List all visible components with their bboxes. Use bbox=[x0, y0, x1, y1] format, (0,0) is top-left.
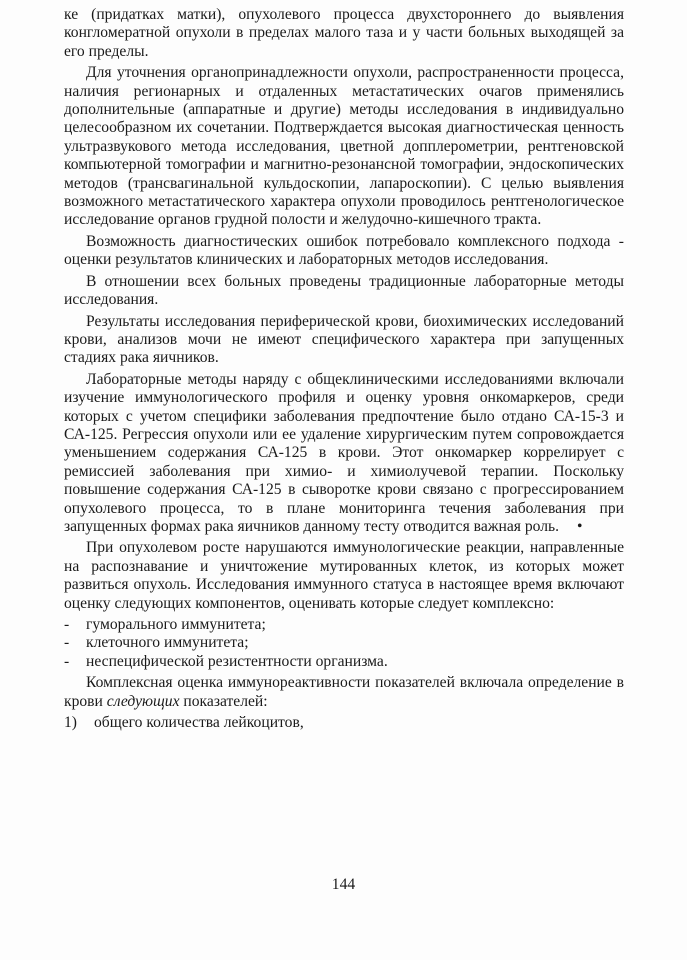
paragraph-1: ке (придатках матки), опухолевого процесса двухстороннего до выявления конгломератной опухоли в пределах малого таза и у части больных выходящей за его пределы. bbox=[64, 6, 624, 60]
list-item bbox=[64, 634, 624, 652]
paragraph-3: Возможность диагностических ошибок потребовало комплексного подхода - оценки результатов клинических и лабораторных методов исследования. bbox=[64, 232, 624, 269]
paragraph-8-after: показателей: bbox=[179, 692, 268, 710]
paragraph-6-text: Лабораторные методы наряду с общеклиническими исследованиями включали изучение иммунологического профиля и оценку уровня онкомаркеров, среди которых с учетом специфики заболевания предпочтение было отдано СА-15-3 и СА-125. Регрессия опухоли или ее удаление хирургическим путем сопровождается уменьшением содержания СА-125 в крови. Этот онкомаркер коррелирует с ремиссией заболевания при химио- и химиолучевой терапии. Поскольку повышение содержания СА-125 в сыворотке крови связано с прогрессированием опухолевого процесса, то в плане мониторинга течения заболевания при запущенных формах рака яичников данному тесту отводится важная роль. bbox=[64, 370, 624, 535]
list-dash: - bbox=[64, 634, 70, 652]
paragraph-8 bbox=[64, 674, 624, 711]
list-item-text: неспецифической резистентности организма. bbox=[86, 652, 388, 670]
list-dash: - bbox=[64, 616, 70, 633]
paragraph-6 bbox=[64, 371, 624, 537]
numbered-item bbox=[64, 714, 624, 732]
paragraph-8-italic: следующих bbox=[106, 692, 180, 710]
list-item-text: гуморального иммунитета; bbox=[86, 616, 266, 633]
list-item bbox=[64, 653, 624, 671]
paragraph-7: При опухолевом росте нарушаются иммунологические реакции, направленные на распознавание и уничтожение мутированных клеток, из которых может развиться опухоль. Исследования иммунного статуса в настоящее время включают оценку следующих компонентов, оценивать которые следует комплексно: bbox=[64, 539, 624, 612]
list-item-text: клеточного иммунитета; bbox=[86, 634, 249, 652]
numbered-item-text: общего количества лейкоцитов, bbox=[94, 714, 304, 732]
paragraph-8-before: Комплексная оценка иммунореактивности показателей включала определение в крови bbox=[64, 674, 624, 710]
paragraph-2: Для уточнения органопринадлежности опухоли, распространенности процесса, наличия регионарных и отдаленных метастатических очагов применялись дополнительные (аппаратные и другие) методы исследования в индивидуально целесообразном их сочетании. Подтверждается высокая диагностическая ценность ультразвукового метода исследования, цветной допплерометрии, рентгеновской компьютерной томографии и магнитно-резонансной томографии, эндоскопических методов (трансвагинальной кульдоскопии, лапароскопии). С целью выявления возможного метастатического характера опухоли проводилось рентгенологическое исследование органов грудной полости и желудочно-кишечного тракта. bbox=[64, 64, 624, 229]
list-dash: - bbox=[64, 652, 70, 670]
paragraph-4: В отношении всех больных проведены традиционные лабораторные методы исследования. bbox=[64, 272, 624, 309]
numbered-item-number: 1) bbox=[64, 714, 77, 732]
bullet-mark: • bbox=[577, 517, 583, 535]
list-item bbox=[64, 616, 624, 634]
paragraph-5: Результаты исследования периферической крови, биохимических исследований крови, анализов мочи не имеют специфического характера при запущенных стадиях рака яичников. bbox=[64, 312, 624, 367]
body-text bbox=[64, 6, 624, 732]
page-number: 144 bbox=[331, 876, 356, 893]
